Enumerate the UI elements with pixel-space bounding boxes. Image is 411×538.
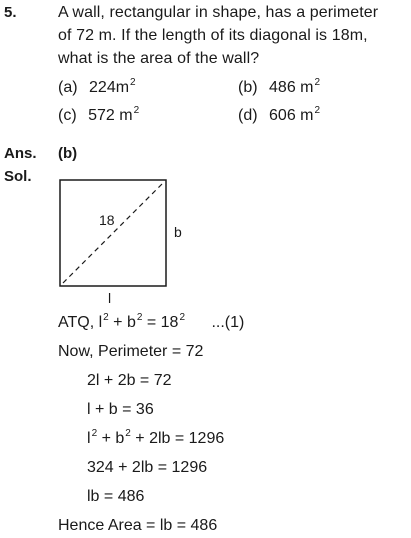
eq3-text-3: + 2lb = 1296 xyxy=(130,430,225,447)
eq3-sup-2: 2 xyxy=(125,428,131,439)
question-text-line-2: of 72 m. If the length of its diagonal is 18m, xyxy=(58,27,368,44)
conclusion-line: Hence Area = lb = 486 xyxy=(58,517,218,534)
atq-text-3: = 18 xyxy=(142,314,179,331)
diagonal-label: 18 xyxy=(99,212,115,228)
option-b-value: 486 m xyxy=(269,79,314,96)
equation-5: lb = 486 xyxy=(87,488,145,505)
option-d-value: 606 m xyxy=(269,107,314,124)
perimeter-line: Now, Perimeter = 72 xyxy=(58,343,204,360)
answer-label: Ans. xyxy=(4,145,37,162)
answer-value: (b) xyxy=(58,145,78,162)
atq-equation xyxy=(58,314,244,332)
equation-1: 2l + 2b = 72 xyxy=(87,372,172,389)
option-a-label: (a) xyxy=(58,79,78,96)
question-text-line-3: what is the area of the wall? xyxy=(58,50,260,67)
option-a-value: 224m xyxy=(89,79,130,96)
eq3-text-1: l xyxy=(87,430,91,447)
atq-sup-3: 2 xyxy=(179,312,186,323)
question-number: 5. xyxy=(4,4,17,21)
option-d-sup: 2 xyxy=(314,105,321,116)
solution-label: Sol. xyxy=(4,168,32,185)
atq-text-2: + b xyxy=(108,314,136,331)
atq-sup-1: 2 xyxy=(103,312,109,323)
rectangle-diagram xyxy=(55,175,195,315)
equation-3 xyxy=(87,430,224,448)
option-d-label: (d) xyxy=(238,107,258,124)
atq-sup-2: 2 xyxy=(136,312,143,323)
equation-ref: ...(1) xyxy=(211,314,245,331)
option-a-sup: 2 xyxy=(130,77,136,88)
option-d xyxy=(238,107,320,125)
equation-2: l + b = 36 xyxy=(87,401,154,418)
option-b-sup: 2 xyxy=(314,77,321,88)
option-c xyxy=(58,107,139,125)
option-b-label: (b) xyxy=(238,79,258,96)
diagonal-line xyxy=(63,183,163,283)
option-c-sup: 2 xyxy=(133,105,140,116)
eq3-sup-1: 2 xyxy=(91,428,98,439)
option-c-value: 572 m xyxy=(88,107,133,124)
option-c-label: (c) xyxy=(58,107,77,124)
atq-text-1: ATQ, l xyxy=(58,314,103,331)
option-b xyxy=(238,79,320,97)
eq3-text-2: + b xyxy=(97,430,125,447)
equation-4: 324 + 2lb = 1296 xyxy=(87,459,208,476)
side-label-b: b xyxy=(174,224,182,240)
side-label-l: l xyxy=(108,290,112,306)
option-a xyxy=(58,79,136,97)
question-text-line-1: A wall, rectangular in shape, has a perimeter xyxy=(58,4,379,21)
